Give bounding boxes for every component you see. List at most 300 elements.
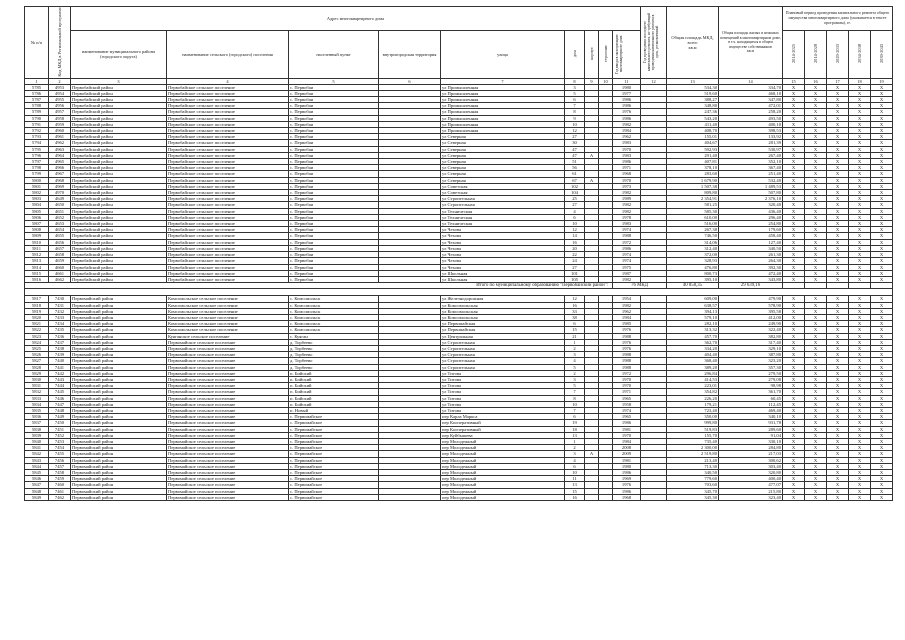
row-period-mark: Х (827, 227, 849, 233)
row-period-mark: Х (871, 264, 893, 270)
row-num: 5834 (25, 401, 49, 407)
row-house: 47 (565, 146, 585, 152)
row-period-mark: Х (871, 103, 893, 109)
row-period-mark: Х (849, 488, 871, 494)
row-locality: с. Первобаи (289, 239, 379, 245)
row-code: 7432 (49, 308, 71, 314)
row-period-mark: Х (783, 383, 805, 389)
row-period-mark: Х (871, 84, 893, 90)
row-period-mark: Х (805, 308, 827, 314)
row-district: Первомайский район (71, 376, 167, 382)
row-period-mark: Х (805, 482, 827, 488)
row-year: 1986 (613, 488, 641, 494)
row-period-mark: Х (871, 395, 893, 401)
row-area-premises: 296,40 (719, 214, 783, 220)
row-period-mark: Х (783, 264, 805, 270)
row-settlement: Первобайское сельское поселение (167, 239, 289, 245)
row-area-premises: 249,90 (719, 321, 783, 327)
row-locality: с. Первомайское (289, 494, 379, 500)
row-area-premises: 127,40 (719, 239, 783, 245)
row-settlement: Первомайское сельское поселение (167, 414, 289, 420)
row-settlement: Первомайское сельское поселение (167, 389, 289, 395)
row-settlement: Первомайское сельское поселение (167, 438, 289, 444)
row-settlement: Первобайское сельское поселение (167, 165, 289, 171)
row-period-mark: Х (849, 314, 871, 320)
row-year: 1985 (613, 321, 641, 327)
row-code: 7445 (49, 389, 71, 395)
row-num: 5828 (25, 364, 49, 370)
col-area-total-header: Общая площадь МКД, всего кв.м (667, 7, 719, 79)
table-body-pervobay (25, 84, 893, 283)
row-period-mark: Х (871, 457, 893, 463)
row-street: ул Советская (441, 183, 565, 189)
row-code: 4653 (49, 221, 71, 227)
row-period-mark: Х (827, 395, 849, 401)
row-period-mark: Х (827, 445, 849, 451)
column-number: 6 (379, 78, 441, 84)
row-period-mark: Х (871, 432, 893, 438)
row-area-total: 283,60 (667, 171, 719, 177)
row-code: 7462 (49, 494, 71, 500)
row-area-total: 313,32 (667, 327, 719, 333)
row-period-mark: Х (871, 152, 893, 158)
row-area-premises: 340,50 (719, 245, 783, 251)
row-period-mark: Х (783, 115, 805, 121)
row-house: 5 (565, 90, 585, 96)
row-period-mark: Х (805, 327, 827, 333)
row-area-total: 404,40 (667, 352, 719, 358)
row-year: 1976 (613, 339, 641, 345)
row-street: ул Титова (441, 383, 565, 389)
row-code: 4959 (49, 121, 71, 127)
row-house: 18 (565, 426, 585, 432)
row-period-mark: Х (805, 395, 827, 401)
row-period-mark: Х (783, 395, 805, 401)
row-period-mark: Х (827, 420, 849, 426)
row-period-mark: Х (805, 339, 827, 345)
row-num: 5837 (25, 420, 49, 426)
row-period-mark: Х (827, 245, 849, 251)
row-area-total: 779,60 (667, 476, 719, 482)
row-period-mark: Х (805, 476, 827, 482)
row-locality: с. Первобаи (289, 159, 379, 165)
row-period-mark: Х (871, 159, 893, 165)
row-code: 4659 (49, 258, 71, 264)
row-code: 7449 (49, 414, 71, 420)
row-locality: с. Первобаи (289, 270, 379, 276)
row-settlement: Первобайское сельское поселение (167, 171, 289, 177)
row-period-mark: Х (849, 239, 871, 245)
row-period-mark: Х (849, 171, 871, 177)
row-district: Первомайский район (71, 395, 167, 401)
row-code: 4953 (49, 84, 71, 90)
row-house: 102 (565, 183, 585, 189)
row-settlement: Первомайское сельское поселение (167, 364, 289, 370)
row-code: 4660 (49, 264, 71, 270)
row-area-total: 328,93 (667, 258, 719, 264)
row-locality: с. Первобаи (289, 252, 379, 258)
column-number: 5 (289, 78, 379, 84)
row-period-mark: Х (827, 214, 849, 220)
row-year: 1974 (613, 407, 641, 413)
row-area-total: 350,00 (667, 414, 719, 420)
row-settlement: Первобайское сельское поселение (167, 196, 289, 202)
row-street: пер Молодежный (441, 463, 565, 469)
row-year: 1982 (613, 276, 641, 282)
row-street: ул Техническая (441, 221, 565, 227)
row-code: 7451 (49, 426, 71, 432)
table-row (25, 494, 893, 500)
plan-group-header: Плановый период проведения капитального ремонта общего имущества многоквартирного дома (указывается в тексте программы), гг. (783, 7, 893, 31)
row-settlement: Первобайское сельское поселение (167, 103, 289, 109)
row-num: 5835 (25, 407, 49, 413)
row-period-mark: Х (805, 270, 827, 276)
table-body-pervomay (25, 296, 893, 501)
row-period-mark: Х (827, 134, 849, 140)
row-area-premises: 284,80 (719, 445, 783, 451)
row-street: ул Строительная (441, 202, 565, 208)
row-street: ул Школьная (441, 270, 565, 276)
col-street-header: улица (441, 30, 565, 78)
row-locality: с. Первобаи (289, 128, 379, 134)
row-house: 16 (565, 302, 585, 308)
row-num: 5848 (25, 488, 49, 494)
row-area-total: 1 507,38 (667, 183, 719, 189)
row-code: 7459 (49, 476, 71, 482)
row-period-mark: Х (827, 494, 849, 500)
row-street: пер Молодежный (441, 494, 565, 500)
row-settlement: Первомайское сельское поселение (167, 488, 289, 494)
row-period-mark: Х (827, 183, 849, 189)
row-period-mark: Х (783, 190, 805, 196)
row-period-mark: Х (783, 202, 805, 208)
row-settlement: Первобайское сельское поселение (167, 202, 289, 208)
row-house: 8 (565, 109, 585, 115)
row-locality: с. Первомайское (289, 463, 379, 469)
row-code: 7441 (49, 364, 71, 370)
row-period-mark: Х (783, 109, 805, 115)
row-num: 5840 (25, 438, 49, 444)
row-period-mark: Х (805, 264, 827, 270)
row-street: ул Железнодорожная (441, 296, 565, 302)
row-period-mark: Х (783, 296, 805, 302)
row-district: Первобайский район (71, 183, 167, 189)
row-area-premises: 264,30 (719, 258, 783, 264)
row-area-premises: 303,40 (719, 463, 783, 469)
row-settlement: Первобайское сельское поселение (167, 221, 289, 227)
row-locality: с. Первомайское (289, 476, 379, 482)
row-settlement: Первобайское сельское поселение (167, 245, 289, 251)
row-period-mark: Х (871, 376, 893, 382)
row-settlement: Первобайское сельское поселение (167, 270, 289, 276)
row-settlement: Первобайское сельское поселение (167, 97, 289, 103)
row-period-mark: Х (871, 414, 893, 420)
row-area-total: 516,00 (667, 221, 719, 227)
row-period-mark: Х (827, 376, 849, 382)
row-period-mark: Х (783, 165, 805, 171)
row-period-mark: Х (805, 352, 827, 358)
row-district: Первобайский район (71, 84, 167, 90)
row-year: 2008 (613, 445, 641, 451)
row-period-mark: Х (805, 432, 827, 438)
row-period-mark: Х (827, 196, 849, 202)
row-year: 1975 (613, 264, 641, 270)
row-period-mark: Х (871, 239, 893, 245)
row-code: 4658 (49, 252, 71, 258)
row-period-mark: Х (805, 165, 827, 171)
row-code: 4652 (49, 214, 71, 220)
row-locality: с. Первобаи (289, 227, 379, 233)
row-period-mark: Х (871, 321, 893, 327)
row-code: 4960 (49, 128, 71, 134)
row-street: ул Северная (441, 171, 565, 177)
row-settlement: Первомайское сельское поселение (167, 482, 289, 488)
row-period-mark: Х (827, 470, 849, 476)
row-period-mark: Х (805, 358, 827, 364)
row-period-mark: Х (849, 140, 871, 146)
row-period-mark: Х (783, 140, 805, 146)
row-period-mark: Х (783, 196, 805, 202)
row-year: 1976 (613, 109, 641, 115)
row-area-premises: 279,08 (719, 376, 783, 382)
row-period-mark: Х (805, 389, 827, 395)
register-sheet (24, 6, 892, 501)
column-number: 1 (25, 78, 49, 84)
row-period-mark: Х (871, 208, 893, 214)
row-period-mark: Х (827, 97, 849, 103)
row-street: ул Северная (441, 146, 565, 152)
row-locality: с. Первобаи (289, 202, 379, 208)
row-period-mark: Х (805, 214, 827, 220)
row-area-premises: 472,40 (719, 270, 783, 276)
row-settlement: Первомайское сельское поселение (167, 432, 289, 438)
row-district: Первомайский район (71, 401, 167, 407)
row-district: Первомайский район (71, 426, 167, 432)
row-period-mark: Х (871, 276, 893, 282)
row-street: ул Чехова (441, 233, 565, 239)
total-count: 76 МКД (613, 283, 667, 289)
row-period-mark: Х (849, 321, 871, 327)
row-area-premises: 300,62 (719, 457, 783, 463)
row-period-mark: Х (805, 314, 827, 320)
row-period-mark: Х (871, 190, 893, 196)
row-period-mark: Х (805, 159, 827, 165)
row-period-mark: Х (827, 252, 849, 258)
row-num: 5804 (25, 202, 49, 208)
row-area-total: 519,83 (667, 426, 719, 432)
row-period-mark: Х (783, 103, 805, 109)
row-period-mark: Х (783, 389, 805, 395)
row-code: 7457 (49, 463, 71, 469)
row-area-total: 362,70 (667, 339, 719, 345)
row-locality: с. Первомайское (289, 414, 379, 420)
row-period-mark: Х (783, 364, 805, 370)
row-area-total: 2 519,80 (667, 451, 719, 457)
row-period-mark: Х (783, 146, 805, 152)
row-period-mark: Х (805, 296, 827, 302)
row-year: 1970 (613, 146, 641, 152)
row-num: 5843 (25, 457, 49, 463)
row-period-mark: Х (827, 264, 849, 270)
row-period-mark: Х (871, 358, 893, 364)
row-settlement: Первомайское сельское поселение (167, 470, 289, 476)
row-district: Первомайский район (71, 445, 167, 451)
row-korpus (585, 494, 599, 500)
row-period-mark: Х (827, 308, 849, 314)
row-settlement: Комсомольское сельское поселение (167, 327, 289, 333)
row-area-premises: 329,10 (719, 345, 783, 351)
row-area-premises: 261,30 (719, 252, 783, 258)
row-street: пер Молодежный (441, 438, 565, 444)
row-period-mark: Х (827, 128, 849, 134)
row-house: 27 (565, 264, 585, 270)
row-area-premises: 323,40 (719, 494, 783, 500)
row-area-total: 312,40 (667, 245, 719, 251)
row-period-mark: Х (871, 128, 893, 134)
row-period-mark: Х (783, 432, 805, 438)
row-num: 5792 (25, 128, 49, 134)
row-period-mark: Х (871, 221, 893, 227)
row-period-mark: Х (827, 258, 849, 264)
col-korpus-header: корпус (585, 30, 599, 78)
row-settlement: Комсомольское сельское поселение (167, 296, 289, 302)
row-area-total: 638,57 (667, 302, 719, 308)
row-period-mark: Х (871, 134, 893, 140)
row-area-premises: 133,92 (719, 134, 783, 140)
row-district: Первобайский район (71, 214, 167, 220)
row-period-mark: Х (827, 451, 849, 457)
row-period-mark: Х (783, 276, 805, 282)
row-area-total: 155,70 (667, 432, 719, 438)
row-year: 1980 (613, 463, 641, 469)
row-period-mark: Х (783, 214, 805, 220)
row-area-total: 735,40 (667, 438, 719, 444)
column-number: 15 (783, 78, 805, 84)
row-period-mark: Х (871, 270, 893, 276)
row-period-mark: Х (849, 134, 871, 140)
row-period-mark: Х (849, 115, 871, 121)
row-area-premises: 251,40 (719, 171, 783, 177)
row-period-mark: Х (805, 488, 827, 494)
row-area-total: 223,01 (667, 383, 719, 389)
row-area-premises: 330,10 (719, 438, 783, 444)
row-year: 1988 (613, 364, 641, 370)
row-period-mark: Х (827, 109, 849, 115)
row-house: 20 (565, 245, 585, 251)
row-period-mark: Х (783, 270, 805, 276)
col-period-header: 2039-2043 (871, 30, 893, 78)
row-period-mark: Х (871, 140, 893, 146)
row-locality: с. Первобаи (289, 183, 379, 189)
column-number: 13 (667, 78, 719, 84)
row-period-mark: Х (805, 140, 827, 146)
row-year: 1989 (613, 196, 641, 202)
row-street: пер Карла Маркса (441, 414, 565, 420)
row-locality: с. Первобаи (289, 134, 379, 140)
row-period-mark: Х (827, 364, 849, 370)
row-period-mark: Х (827, 401, 849, 407)
row-code: 7448 (49, 407, 71, 413)
row-area-premises: 469,40 (719, 407, 783, 413)
row-period-mark: Х (783, 463, 805, 469)
row-period-mark: Х (849, 395, 871, 401)
row-area-total: 348,80 (667, 103, 719, 109)
row-period-mark: Х (805, 134, 827, 140)
row-code: 7458 (49, 470, 71, 476)
row-year: 1965 (613, 395, 641, 401)
row-district: Первомайский район (71, 414, 167, 420)
row-year: 1968 (613, 494, 641, 500)
row-period-mark: Х (783, 159, 805, 165)
row-settlement: Первобайское сельское поселение (167, 227, 289, 233)
row-area-premises: 112,45 (719, 401, 783, 407)
row-locality: с. Комсомольск (289, 327, 379, 333)
row-code: 4651 (49, 208, 71, 214)
row-area-total: 155,01 (667, 134, 719, 140)
row-district: Первобайский район (71, 128, 167, 134)
row-house: 61 (565, 171, 585, 177)
row-period-mark: Х (827, 140, 849, 146)
row-house: 22 (565, 252, 585, 258)
row-area-premises: 578,90 (719, 302, 783, 308)
row-code: 4654 (49, 227, 71, 233)
row-locality: п. Новый (289, 407, 379, 413)
row-year: 1974 (613, 227, 641, 233)
row-period-mark: Х (805, 438, 827, 444)
row-period-mark: Х (871, 302, 893, 308)
row-locality: с. Первомайское (289, 426, 379, 432)
row-period-mark: Х (827, 438, 849, 444)
row-locality: с. Первобаи (289, 190, 379, 196)
row-code: 4657 (49, 245, 71, 251)
row-num: 5821 (25, 321, 49, 327)
row-locality: с. Первобаи (289, 84, 379, 90)
row-area-total: 610,00 (667, 214, 719, 220)
row-district: Первомайский район (71, 345, 167, 351)
row-period-mark: Х (783, 358, 805, 364)
row-code: 4661 (49, 270, 71, 276)
row-num: 5787 (25, 97, 49, 103)
row-period-mark: Х (805, 121, 827, 127)
row-period-mark: Х (805, 146, 827, 152)
row-area-premises: 382,80 (719, 333, 783, 339)
row-district: Первобайский район (71, 134, 167, 140)
row-period-mark: Х (871, 451, 893, 457)
row-year: 1982 (613, 190, 641, 196)
row-num: 5813 (25, 258, 49, 264)
row-period-mark: Х (805, 345, 827, 351)
row-code: 4956 (49, 103, 71, 109)
row-period-mark: Х (783, 420, 805, 426)
row-period-mark: Х (849, 308, 871, 314)
row-period-mark: Х (827, 327, 849, 333)
row-locality: с. Комсомольск (289, 314, 379, 320)
row-settlement: Первобайское сельское поселение (167, 177, 289, 183)
row-period-mark: Х (871, 383, 893, 389)
row-period-mark: Х (783, 245, 805, 251)
row-code: 7460 (49, 482, 71, 488)
row-district: Первобайский район (71, 264, 167, 270)
row-period-mark: Х (805, 227, 827, 233)
row-area-premises: 91,04 (719, 432, 783, 438)
row-locality: с. Первобаи (289, 264, 379, 270)
row-num: 5823 (25, 333, 49, 339)
row-period-mark: Х (783, 352, 805, 358)
row-period-mark: Х (827, 208, 849, 214)
row-period-mark: Х (871, 296, 893, 302)
row-period-mark: Х (827, 352, 849, 358)
row-period-mark: Х (849, 482, 871, 488)
